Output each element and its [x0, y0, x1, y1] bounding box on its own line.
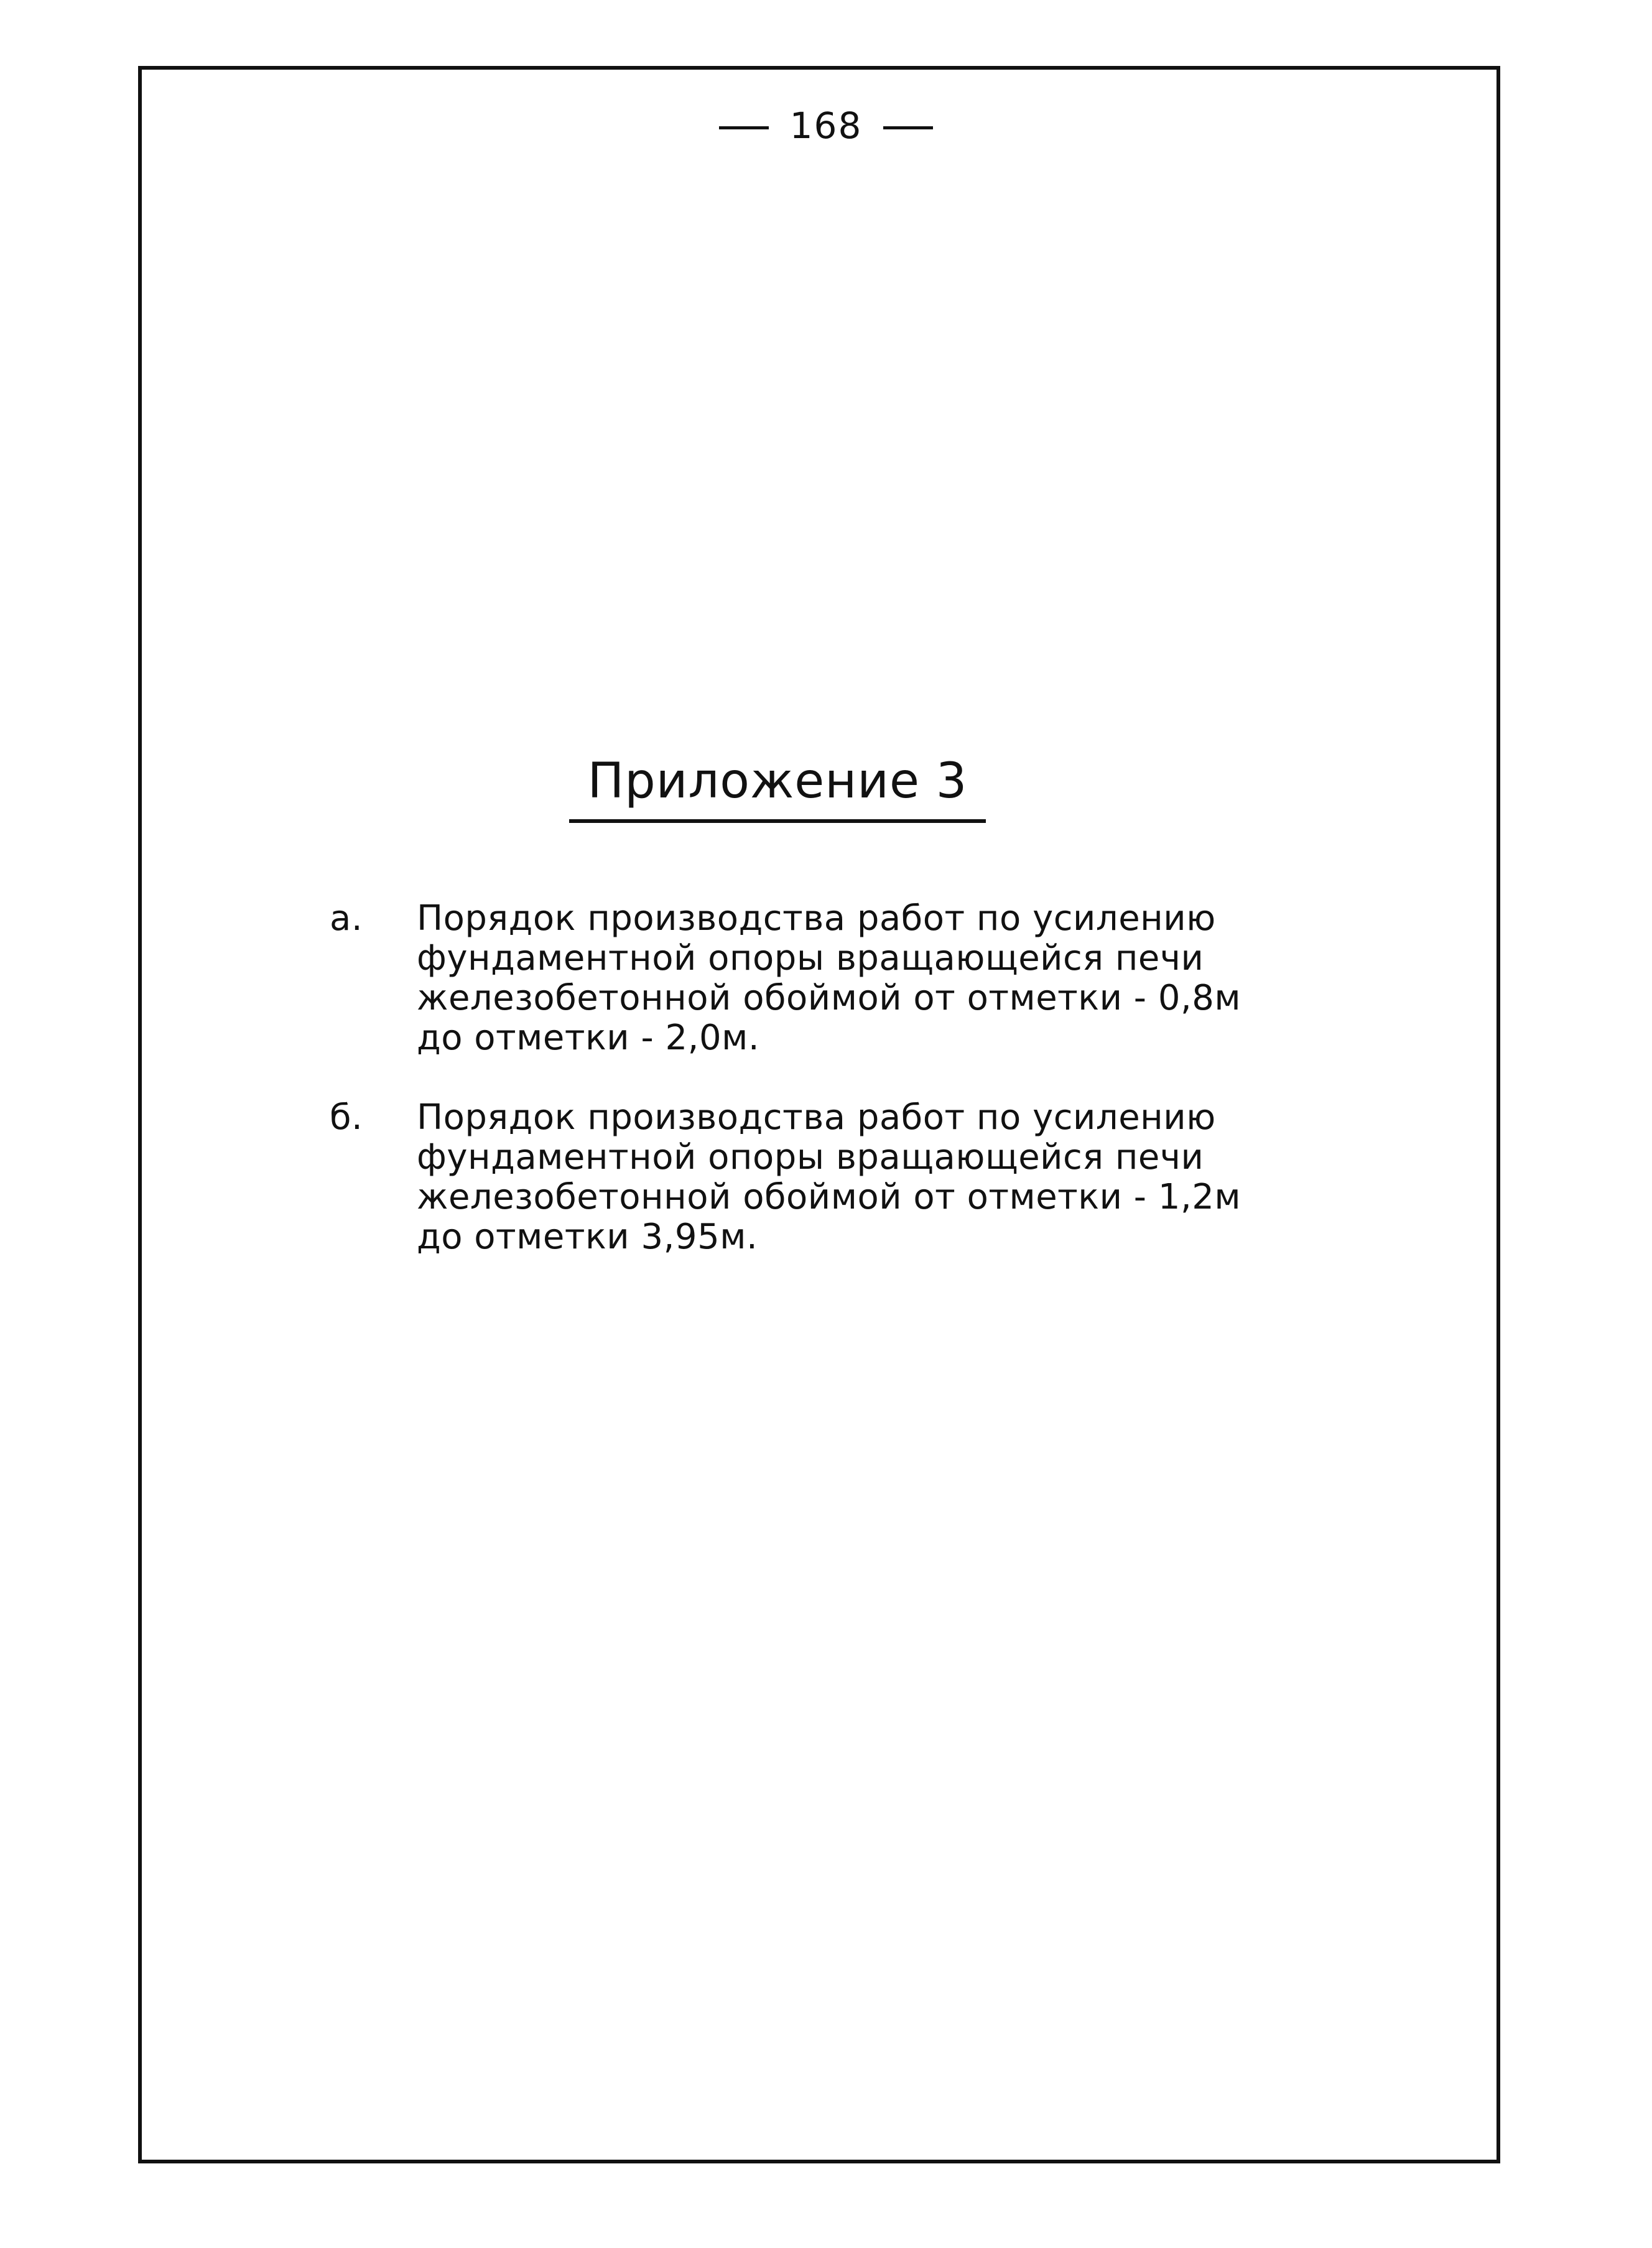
- page-number: [0, 105, 1652, 147]
- page-number-dash-left: [719, 126, 769, 129]
- list-item-line: Порядок производства работ по усилению: [417, 898, 1216, 939]
- list-item-line: железобетонной обоймой от отметки - 1,2м: [417, 1177, 1241, 1217]
- list-item-line: Порядок производства работ по усилению: [417, 1097, 1216, 1138]
- list-item-line: фундаментной опоры вращающейся печи: [417, 1137, 1204, 1177]
- list-item-text: [417, 1098, 1387, 1257]
- list-item-line: железобетонной обоймой от отметки - 0,8м: [417, 978, 1241, 1018]
- list-item-text: [417, 899, 1387, 1058]
- appendix-heading: Приложение 3: [587, 753, 968, 809]
- list-item-line: до отметки 3,95м.: [417, 1217, 758, 1257]
- list-item-marker: б.: [330, 1097, 363, 1138]
- list-item-marker: а.: [330, 898, 363, 939]
- appendix-heading-underline: [569, 819, 986, 823]
- list-item-line: до отметки - 2,0м.: [417, 1018, 760, 1058]
- list-item-line: фундаментной опоры вращающейся печи: [417, 938, 1204, 978]
- page-number-dash-right: [883, 126, 933, 129]
- page-number-value: 168: [789, 105, 863, 147]
